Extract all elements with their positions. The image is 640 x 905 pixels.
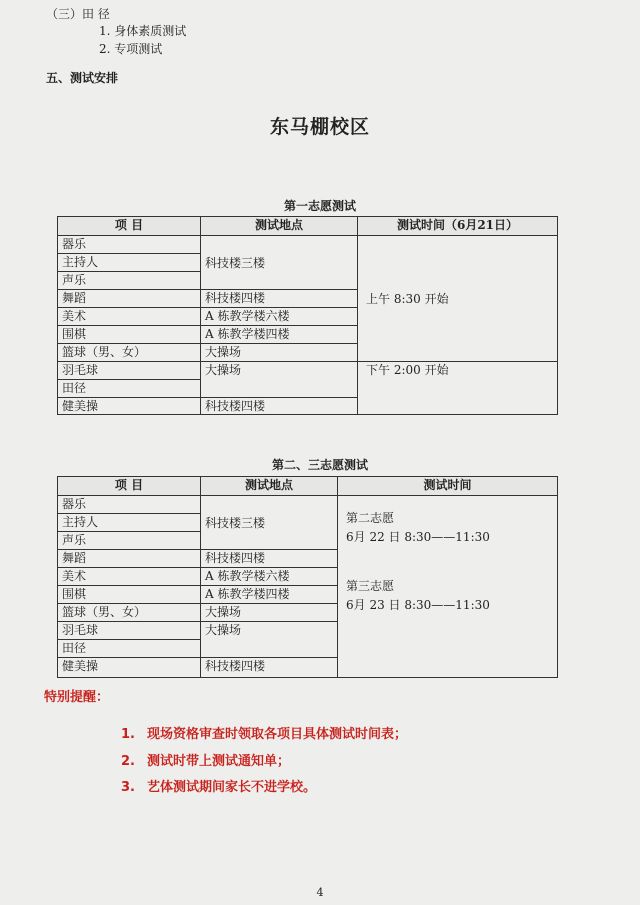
table1-header-item: 项 目 (58, 217, 201, 236)
table1-header-time: 测试时间（6月21日） (358, 217, 557, 236)
table1-item: 健美操 (58, 398, 201, 414)
reminder-text: 现场资格审查时领取各项目具体测试时间表； (147, 727, 408, 742)
table2-caption: 第二、三志愿测试 (271, 458, 368, 472)
second-choice-label: 第二志愿 (346, 511, 395, 525)
table1-caption: 第一志愿测试 (283, 199, 356, 213)
table1-location: A 栋教学楼四楼 (201, 326, 358, 344)
table2-header-time: 测试时间 (338, 477, 557, 496)
table1-time-morning: 上午 8:30 开始 (358, 236, 557, 362)
reminder-title: 特别提醒： (44, 690, 110, 705)
reminder-item (121, 776, 316, 795)
table2-item: 健美操 (58, 658, 201, 677)
table2-item: 主持人 (58, 514, 201, 532)
table2-item: 美术 (58, 568, 201, 586)
table1-location: A 栋教学楼六楼 (201, 308, 358, 326)
reminder-number: 3. (121, 780, 135, 795)
table1-item: 羽毛球 (58, 362, 201, 380)
table1-location: 科技楼四楼 (201, 398, 358, 414)
table1-location: 大操场 (201, 344, 358, 362)
table1-time-afternoon: 下午 2:00 开始 (366, 363, 449, 377)
campus-title: 东马棚校区 (269, 116, 370, 138)
third-choice-label: 第三志愿 (346, 579, 395, 593)
table2-item: 羽毛球 (58, 622, 201, 640)
table2-item: 篮球（男、女） (58, 604, 201, 622)
table2-item: 器乐 (58, 496, 201, 514)
reminder-text: 测试时带上测试通知单； (147, 754, 291, 769)
table1-item: 器乐 (58, 236, 201, 254)
second-choice-time: 6月 22 日 8:30——11:30 (346, 530, 490, 544)
table2-location: 科技楼三楼 (201, 496, 338, 550)
third-choice-time: 6月 23 日 8:30——11:30 (346, 598, 490, 612)
reminder-item (121, 750, 290, 769)
athletics-item-2: 2. 专项测试 (99, 42, 163, 56)
table2-header-item: 项 目 (58, 477, 201, 496)
section-heading-schedule: 五、测试安排 (46, 71, 119, 85)
table1-header-location: 测试地点 (201, 217, 358, 236)
table2-item: 声乐 (58, 532, 201, 550)
table2-header-location: 测试地点 (201, 477, 338, 496)
table1 (57, 216, 558, 415)
section-heading-athletics: （三）田 径 (46, 7, 110, 21)
table2-location: 科技楼四楼 (201, 550, 338, 568)
reminder-number: 1. (121, 727, 135, 742)
table2-item: 田径 (58, 640, 201, 658)
table1-location: 大操场 (201, 362, 358, 398)
table2-location: 大操场 (201, 622, 338, 658)
table2-location: A 栋教学楼四楼 (201, 586, 338, 604)
table1-item: 主持人 (58, 254, 201, 272)
reminder-item (121, 723, 407, 742)
table1-location: 科技楼三楼 (201, 236, 358, 290)
athletics-item-1: 1. 身体素质测试 (99, 24, 187, 38)
reminder-text: 艺体测试期间家长不进学校。 (147, 780, 317, 795)
table2-location: A 栋教学楼六楼 (201, 568, 338, 586)
table2-location: 科技楼四楼 (201, 658, 338, 677)
reminder-number: 2. (121, 754, 135, 769)
table1-item: 田径 (58, 380, 201, 398)
table1-location: 科技楼四楼 (201, 290, 358, 308)
table1-item: 篮球（男、女） (58, 344, 201, 362)
page-number: 4 (316, 886, 324, 899)
table2-item: 舞蹈 (58, 550, 201, 568)
table2-time-cell (338, 496, 557, 677)
table2 (57, 476, 558, 678)
table1-item: 舞蹈 (58, 290, 201, 308)
table1-item: 围棋 (58, 326, 201, 344)
table2-item: 围棋 (58, 586, 201, 604)
table1-item: 声乐 (58, 272, 201, 290)
table2-location: 大操场 (201, 604, 338, 622)
table1-item: 美术 (58, 308, 201, 326)
